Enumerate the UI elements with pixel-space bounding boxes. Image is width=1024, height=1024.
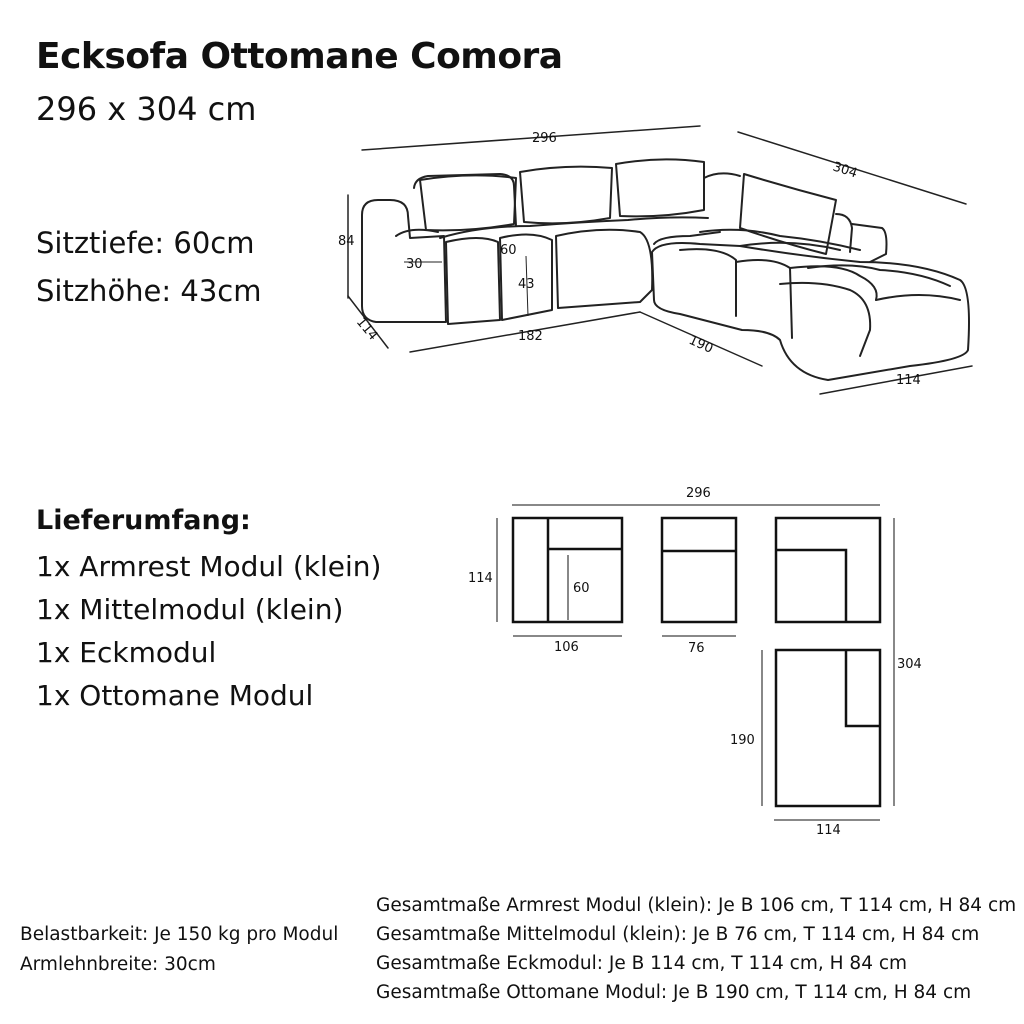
plan-label-total-depth: 304 [897, 657, 922, 672]
dims-middle-module: Gesamtmaße Mittelmodul (klein): Je B 76 cm, T 114 cm, H 84 cm [376, 924, 980, 945]
scope-item: 1x Eckmodul [36, 636, 217, 669]
plan-label-inner-depth: 60 [573, 581, 590, 596]
back-cushion-1 [420, 175, 516, 230]
footer-left [20, 920, 338, 980]
plan-drawing [497, 505, 894, 820]
scope-item: 1x Armrest Modul (klein) [36, 550, 382, 583]
page-title: Ecksofa Ottomane Comora [36, 36, 563, 77]
dim-label-ottoman: 190 [686, 332, 716, 357]
left-armrest [362, 200, 446, 322]
plan-label-armrest-width: 106 [554, 640, 579, 655]
dim-label-seat-depth: 60 [500, 243, 517, 258]
page-subtitle: 296 x 304 cm [36, 90, 257, 128]
scope-list [36, 548, 381, 720]
dim-label-arm: 30 [406, 257, 423, 272]
scope-title: Lieferumfang: [36, 505, 251, 536]
dims-armrest-module: Gesamtmaße Armrest Modul (klein): Je B 106 cm, T 114 cm, H 84 cm [376, 895, 1017, 916]
dim-label-height: 84 [338, 234, 355, 249]
seat-cushion-1 [446, 238, 500, 324]
plan-middle-module [662, 518, 736, 622]
ottoman-module [652, 243, 969, 380]
dim-label-width: 296 [532, 131, 557, 146]
load-capacity: Belastbarkeit: Je 150 kg pro Modul [20, 924, 339, 945]
plan-label-middle-width: 76 [688, 641, 705, 656]
dim-label-depth-left: 114 [352, 314, 381, 344]
back-cushion-2 [520, 167, 612, 224]
plan-label-ottoman-length: 190 [730, 733, 755, 748]
armrest-width: Armlehnbreite: 30cm [20, 954, 216, 975]
plan-ottoman-module [776, 650, 880, 806]
dim-line-width [362, 126, 700, 150]
seat-cushion-3 [556, 230, 652, 308]
spec-seat-height: Sitzhöhe: 43cm [36, 274, 262, 308]
plan-corner-module [776, 518, 880, 622]
dim-label-seat-height: 43 [518, 277, 535, 292]
plan-label-width: 296 [686, 486, 711, 501]
dim-label-depth: 304 [830, 159, 860, 182]
back-frame [414, 174, 516, 226]
dim-label-ottoman-width: 114 [896, 373, 921, 388]
spec-seat-depth: Sitztiefe: 60cm [36, 226, 255, 260]
plan-label-depth: 114 [468, 571, 493, 586]
dims-ottoman-module: Gesamtmaße Ottomane Modul: Je B 190 cm, T 114 cm, H 84 cm [376, 982, 972, 1003]
scope-item: 1x Ottomane Modul [36, 679, 314, 712]
plan-label-ottoman-width: 114 [816, 823, 841, 838]
back-cushion-3 [616, 159, 704, 216]
footer-right [376, 891, 1016, 1007]
dims-corner-module: Gesamtmaße Eckmodul: Je B 114 cm, T 114 cm, H 84 cm [376, 953, 908, 974]
dim-label-front: 182 [518, 329, 543, 344]
scope-item: 1x Mittelmodul (klein) [36, 593, 344, 626]
